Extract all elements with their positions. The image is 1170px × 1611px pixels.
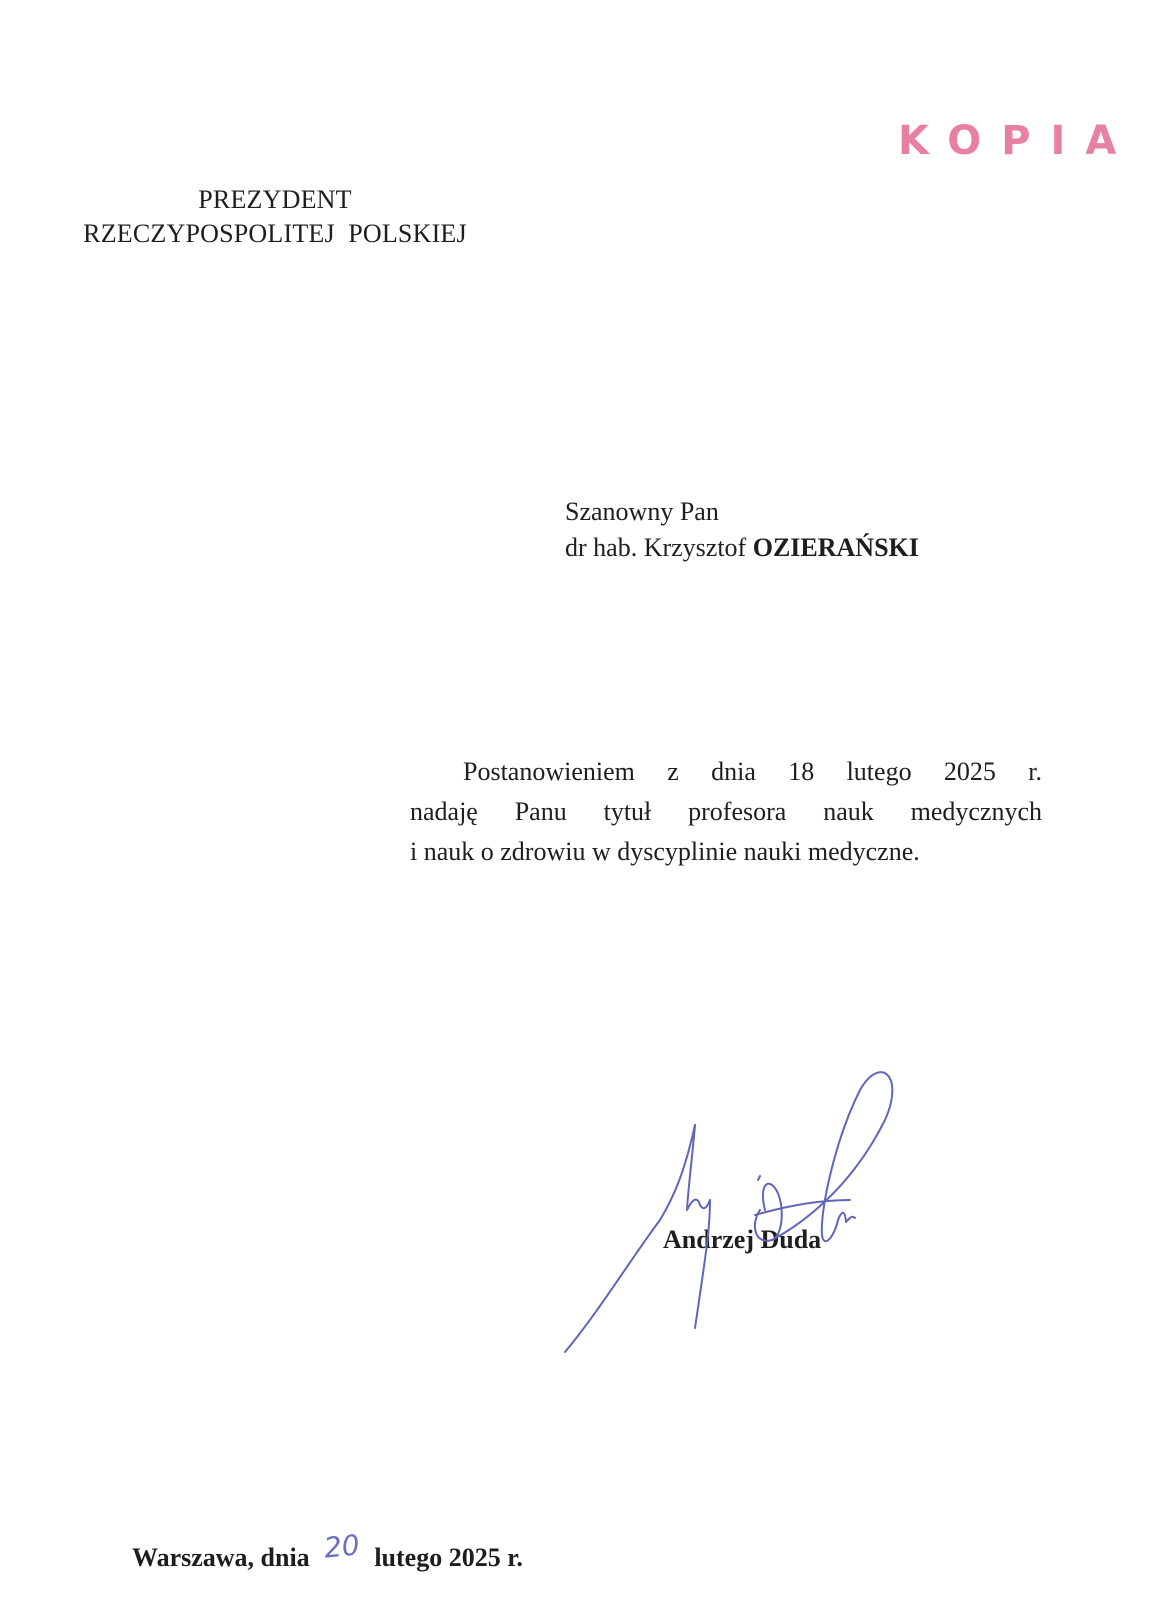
recipient-title-name: dr hab. Krzysztof — [565, 533, 747, 562]
date-suffix: lutego 2025 r. — [374, 1543, 523, 1572]
signer-name: Andrzej Duda — [663, 1225, 822, 1254]
letterhead-line-2: RZECZYPOSPOLITEJ POLSKIEJ — [83, 219, 467, 248]
date-prefix: Warszawa, dnia — [132, 1543, 310, 1572]
place-date-line — [132, 1528, 523, 1573]
letter-body — [410, 752, 1042, 872]
recipient-name — [565, 530, 919, 566]
recipient-surname: OZIERAŃSKI — [752, 533, 919, 562]
body-line-2: nadaję Panu tytuł profesora nauk medycznych — [410, 797, 1042, 826]
letterhead — [30, 183, 520, 251]
handwritten-day: 20 — [322, 1528, 362, 1565]
kopia-stamp: KOPIA — [898, 118, 1137, 164]
body-line-3: i nauk o zdrowiu w dyscyplinie nauki medyczne. — [410, 837, 920, 866]
handwritten-signature-icon — [560, 1060, 920, 1360]
body-line-1: Postanowieniem z dnia 18 lutego 2025 r. — [463, 757, 1042, 786]
recipient-block — [565, 494, 919, 566]
letterhead-line-1: PREZYDENT — [198, 185, 352, 214]
salutation: Szanowny Pan — [565, 497, 719, 526]
